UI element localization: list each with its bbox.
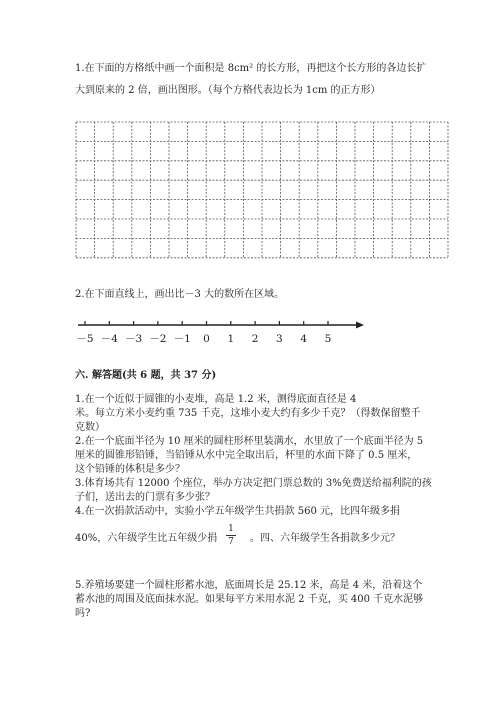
number-line <box>70 314 370 348</box>
p5-line-3: 吗? <box>75 608 91 619</box>
number-line-label: －4 <box>100 333 118 345</box>
fraction-bar <box>226 535 236 536</box>
q1-line-2: 大到原来的 2 倍，画出图形。（每个方格代表边长为 1cm 的正方形） <box>75 85 381 96</box>
p4-line-2-post: 。四、六年级学生各捐款多少元？ <box>250 533 400 544</box>
fraction-numerator: 1 <box>228 524 234 534</box>
q2-text: 2.在下面直线上，画出比－3 大的数所在区域。 <box>75 289 285 300</box>
p4-line-2-pre: 40%，六年级学生比五年级少捐 <box>75 533 218 544</box>
p1-line-1: 1.在一个近似于圆锥的小麦堆，高是 1.2 米，测得底面直径是 4 <box>75 394 357 405</box>
number-line-label: 1 <box>227 333 235 345</box>
p5-line-2: 蓄水池的周围及底面抹水泥。如果每平方米用水泥 2 千克，买 400 千克水泥够 <box>75 594 424 605</box>
fraction-one-seventh <box>226 524 236 547</box>
section-6-heading: 六. 解答题(共 6 题，共 37 分) <box>75 370 217 381</box>
p1-line-3: 克数） <box>75 422 105 433</box>
p3-line-1: 3.体育场共有 12000 个座位，举办方决定把门票总数的 3%免费送给福利院的孩 <box>75 478 432 489</box>
p1-line-2: 米。每立方米小麦约重 735 千克，这堆小麦大约有多少千克？（得数保留整千 <box>75 408 421 419</box>
grid-paper <box>75 121 451 259</box>
p3-line-2: 子们，送出去的门票有多少张？ <box>75 492 215 503</box>
number-line-label: 0 <box>203 333 210 345</box>
p2-line-2: 厘米的圆锥形铅锤，当铅锤从水中完全取出后，杯里的水面下降了 0.5 厘米， <box>75 450 418 461</box>
number-line-label: －3 <box>125 333 143 345</box>
number-line-label: －1 <box>173 333 191 345</box>
p5-line-1: 5.养殖场要建一个圆柱形蓄水池，底面周长是 25.12 米，高是 4 米，沿着这个 <box>75 580 423 591</box>
p2-line-1: 2.在一个底面半径为 10 厘米的圆柱形杯里装满水，水里放了一个底面半径为 5 <box>75 436 424 447</box>
number-line-label: 3 <box>276 333 283 345</box>
number-line-label: 2 <box>251 333 259 345</box>
p4-line-1: 4.在一次捐款活动中，实验小学五年级学生共捐款 560 元，比四年级多捐 <box>75 506 400 517</box>
number-line-label: －2 <box>149 333 167 345</box>
q1-line-1: 1.在下面的方格纸中画一个面积是 8cm² 的长方形，再把这个长方形的各边长扩 <box>75 63 427 74</box>
number-line-label: 4 <box>300 333 308 345</box>
arrow-right-icon <box>356 322 364 329</box>
number-line-label: －5 <box>76 333 94 345</box>
fraction-denominator: 7 <box>228 537 234 547</box>
p2-line-3: 这个铅锤的体积是多少？ <box>75 464 185 475</box>
number-line-label: 5 <box>324 333 332 345</box>
